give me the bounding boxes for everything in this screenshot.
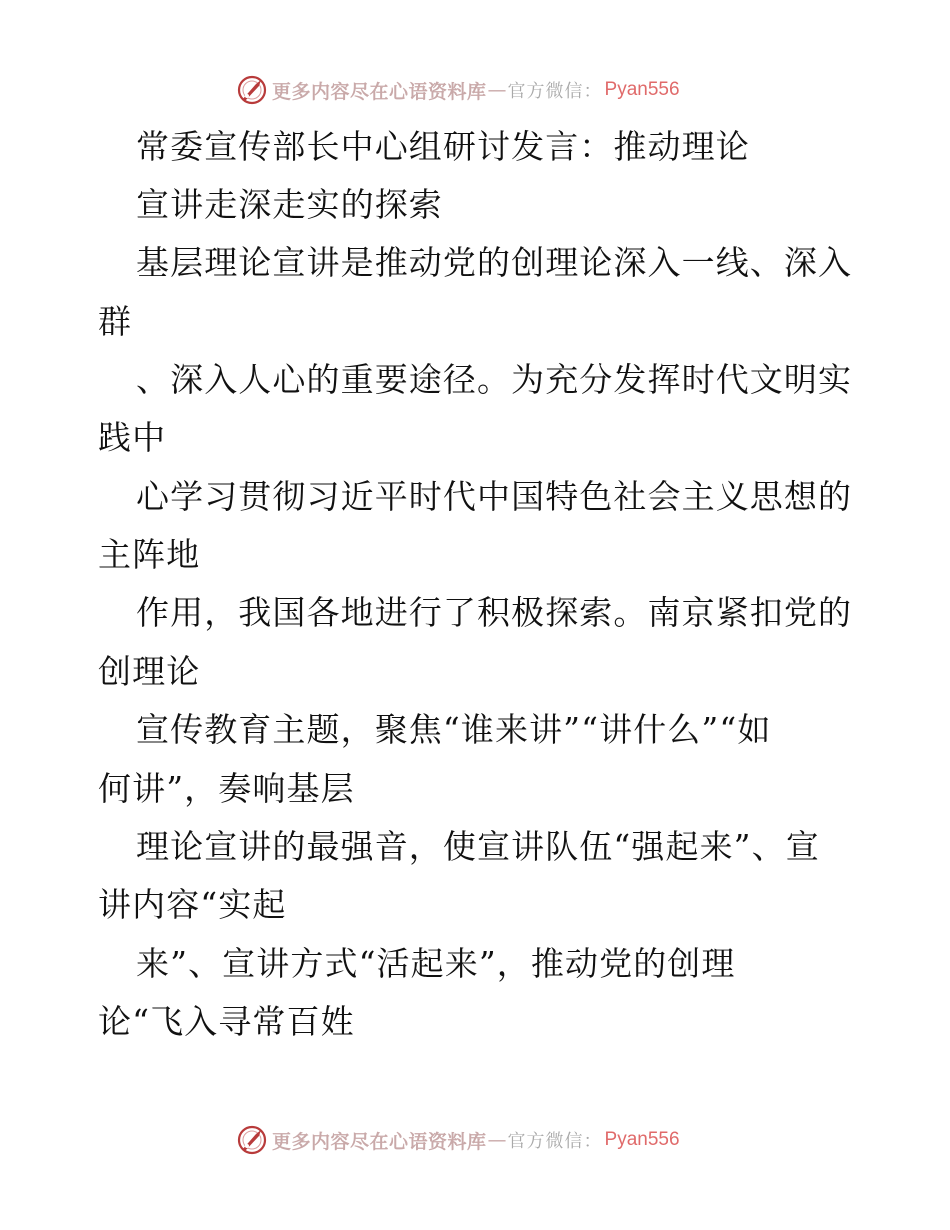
paragraph-line: 来”、宣讲方式“活起来”，推动党的创理 [136,944,736,983]
paragraph-line: 理论宣讲的最强音，使宣讲队伍“强起来”、宣 [136,827,820,866]
header-watermark [236,73,680,107]
watermark-official-label: 官方微信： [507,81,603,102]
paragraph-line: 主阵地 [98,535,201,574]
watermark-official-label: 官方微信： [507,1131,603,1152]
footer-watermark [236,1123,680,1157]
brush-circle-logo-icon [236,74,268,106]
paragraph-line: 心学习贯彻习近平时代中国特色社会主义思想的 [136,477,853,516]
paragraph-line: 基层理论宣讲是推动党的创理论深入一线、深入 [136,243,853,282]
paragraph-line: 践中 [98,418,167,457]
document-title-line-2: 宣讲走深走实的探索 [136,185,443,224]
paragraph-line: 论“飞入寻常百姓 [98,1002,355,1041]
paragraph-line: 群 [98,302,133,341]
paragraph-line: 宣传教育主题，聚焦“谁来讲”“讲什么”“如 [136,710,772,749]
watermark-dash: — [487,1129,507,1151]
paragraph-line: 讲内容“实起 [98,885,287,924]
paragraph-line: 作用，我国各地进行了积极探索。南京紧扣党的 [136,593,853,632]
paragraph-line: 、深入人心的重要途径。为充分发挥时代文明实 [136,360,853,399]
watermark-brand-text: 更多内容尽在心语资料库 [272,80,487,103]
brush-circle-logo-icon [236,1124,268,1156]
watermark-wechat-id: Pyan556 [604,1129,680,1150]
watermark-wechat-id: Pyan556 [604,79,680,100]
paragraph-line: 何讲”，奏响基层 [98,769,355,808]
watermark-brand-text: 更多内容尽在心语资料库 [272,1130,487,1153]
document-title-line-1: 常委宣传部长中心组研讨发言：推动理论 [136,127,750,166]
paragraph-line: 创理论 [98,652,201,691]
watermark-dash: — [487,79,507,101]
